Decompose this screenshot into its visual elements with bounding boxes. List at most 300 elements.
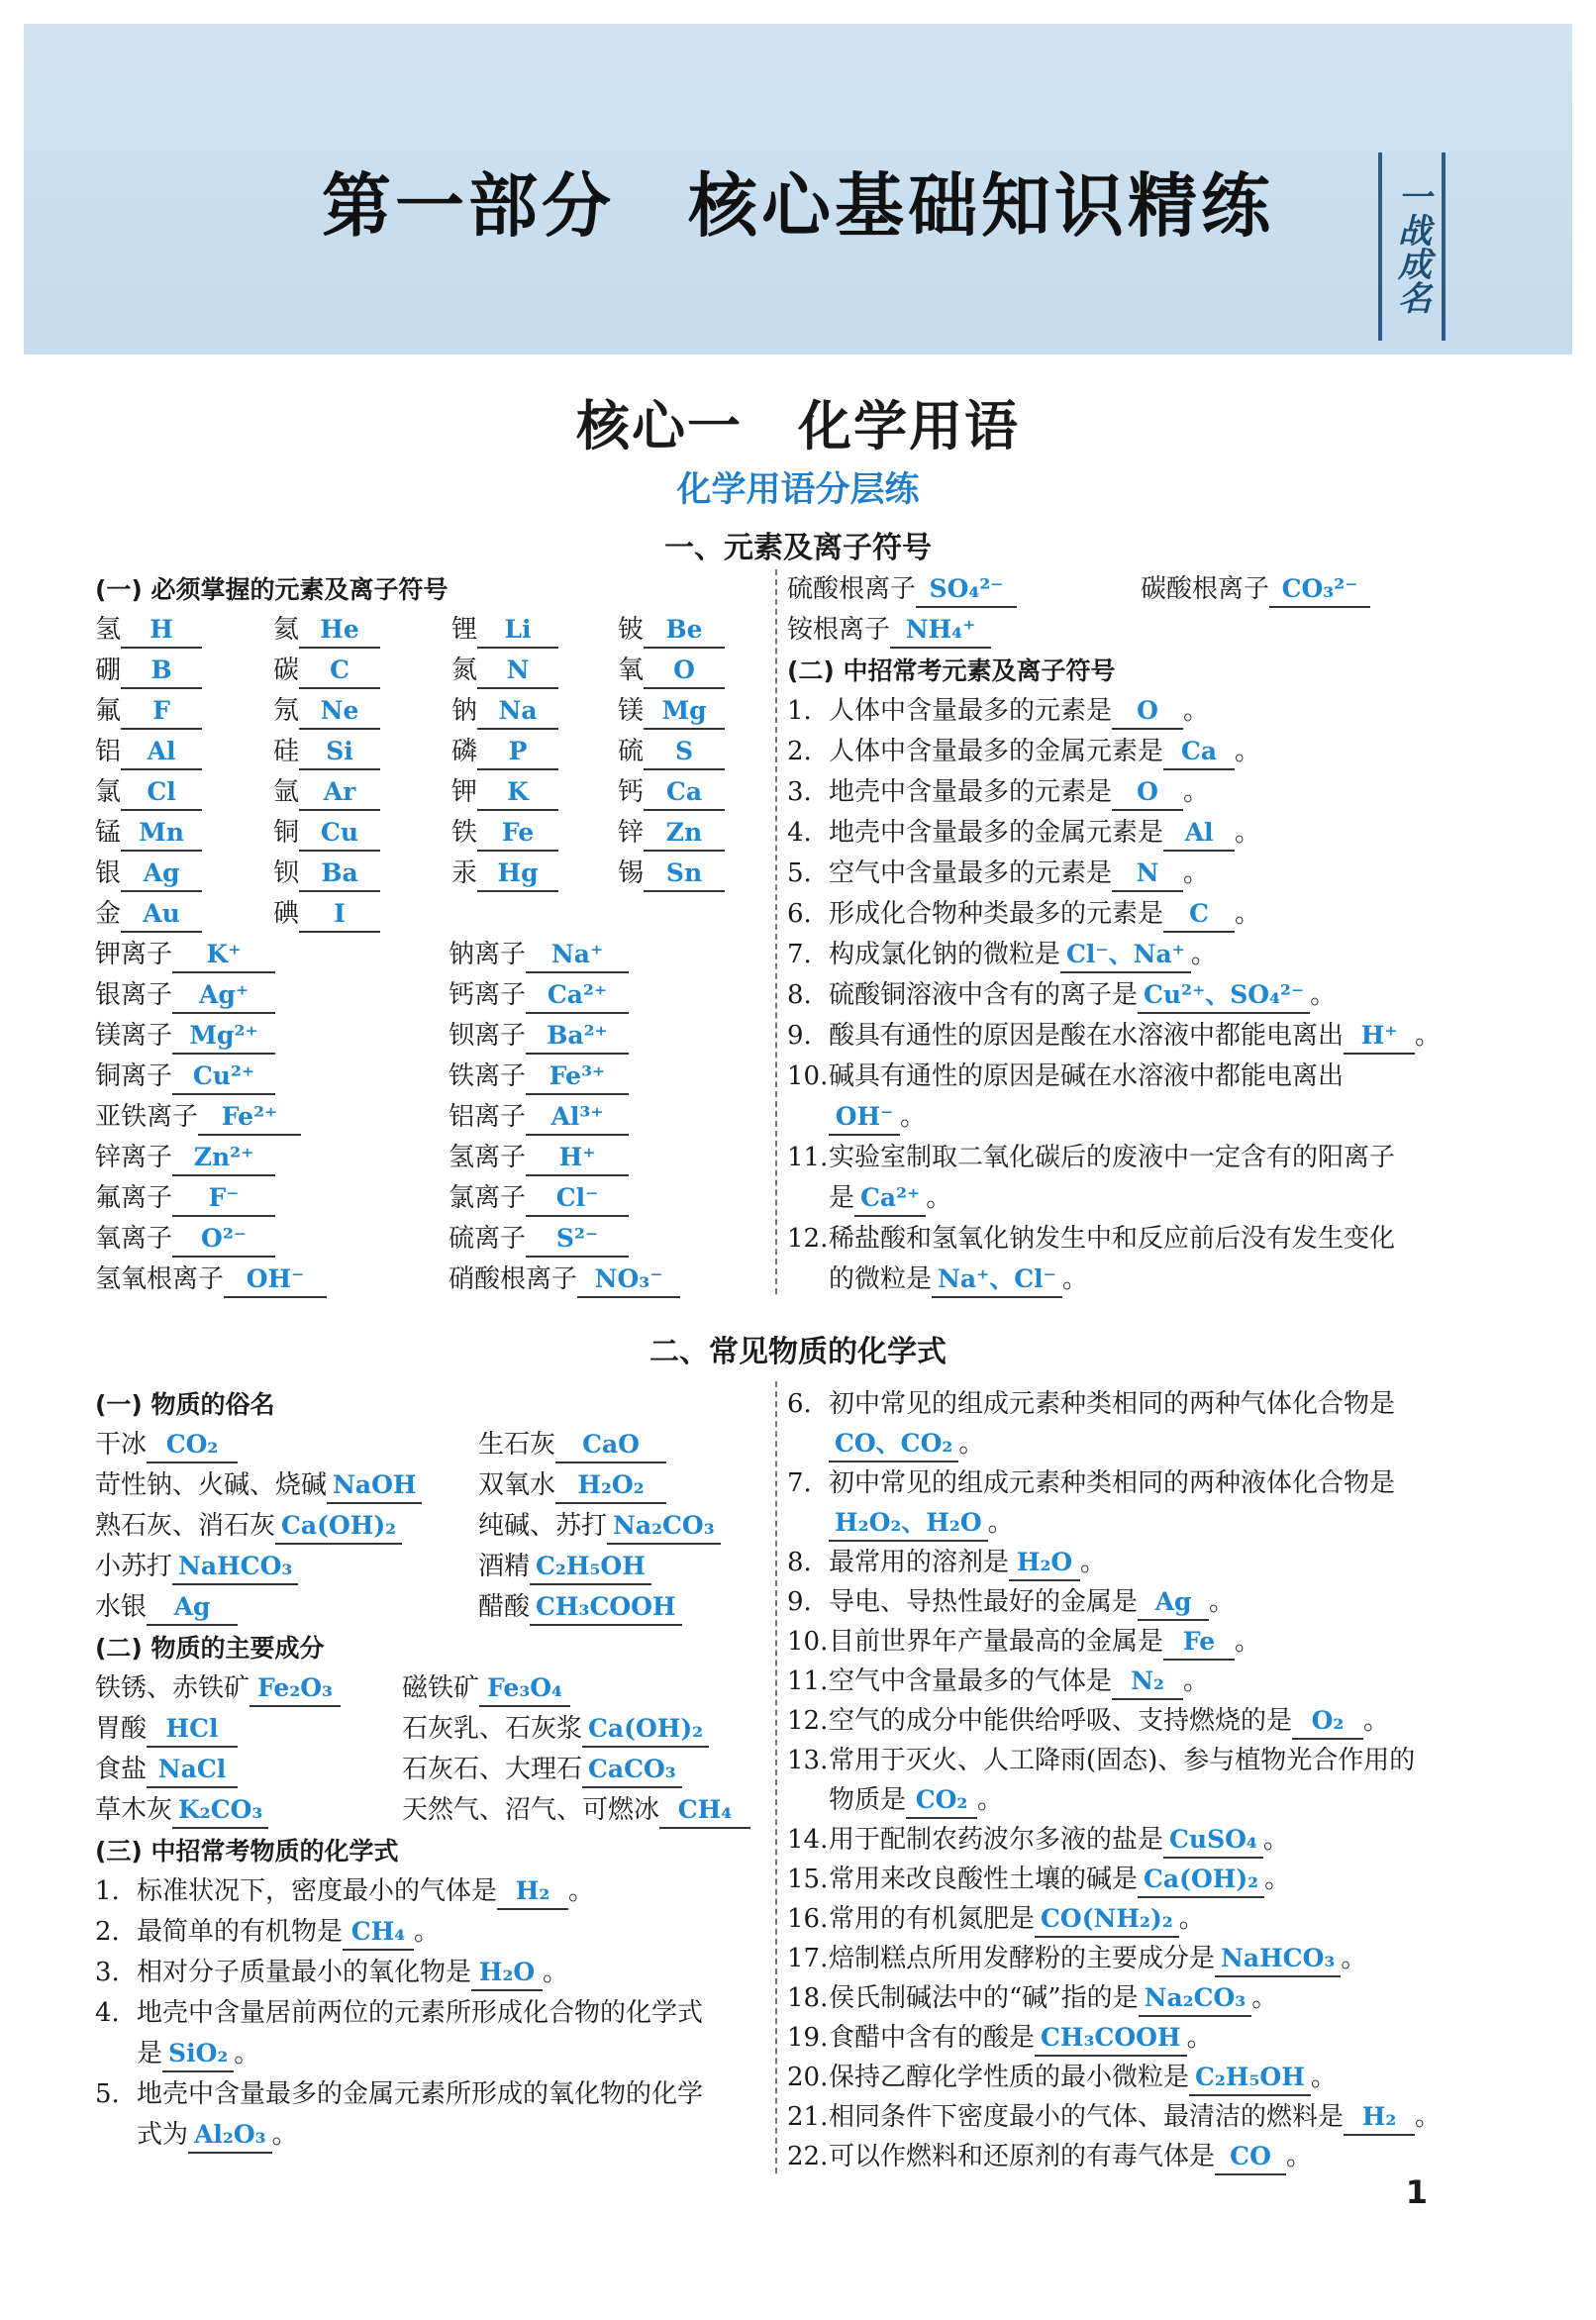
question-end: 。 <box>1186 2023 1213 2053</box>
item-label: 食盐 <box>95 1755 148 1784</box>
item-label: 硼 <box>95 656 122 685</box>
label-answer-pair <box>449 1178 765 1219</box>
answer-blank: Al₂O₃ <box>188 2118 272 2154</box>
answer-blank: H₂ <box>1344 2100 1415 2136</box>
question-number: 11. <box>787 1666 829 1696</box>
label-answer-pair <box>402 1750 778 1790</box>
answer-blank: Ag⁺ <box>172 978 275 1014</box>
question-end: 。 <box>1183 858 1210 888</box>
question-end: 。 <box>987 1508 1014 1538</box>
item-label: 锡 <box>618 858 645 888</box>
item-label: 铜离子 <box>95 1061 173 1091</box>
answer-blank: H₂ <box>497 1874 568 1910</box>
answer-blank: Cu²⁺ <box>172 1059 275 1095</box>
question-end: 。 <box>1183 696 1210 726</box>
answer-blank: Ar <box>299 775 380 811</box>
question-item <box>787 2137 1480 2176</box>
label-answer-pair <box>95 1506 478 1547</box>
label-answer-pair <box>451 691 618 732</box>
question-item <box>787 975 1480 1016</box>
item-label: 干冰 <box>95 1430 148 1460</box>
label-answer-pair <box>95 1178 449 1219</box>
pair-row <box>95 1219 768 1260</box>
answer-blank: Al³⁺ <box>526 1100 629 1136</box>
answer-blank: Be <box>644 613 725 649</box>
question-number: 9. <box>787 1587 812 1617</box>
item-label: 钠 <box>451 696 478 726</box>
question-text: 常用的有机氮肥是 <box>829 1904 1036 1934</box>
pair-row <box>95 1057 768 1097</box>
question-item <box>787 1543 1480 1582</box>
item-label: 铍 <box>618 615 645 645</box>
item-label: 氧 <box>618 656 645 685</box>
question-text: 目前世界年产量最高的金属是 <box>829 1627 1164 1657</box>
question-number: 6. <box>787 899 812 929</box>
pair-row <box>95 854 768 894</box>
question-end: 。 <box>926 1183 952 1213</box>
question-item <box>95 2074 768 2115</box>
answer-blank: OH⁻ <box>224 1262 327 1298</box>
question-continuation <box>787 1503 1480 1543</box>
pair-row <box>95 1506 768 1547</box>
pair-row <box>95 610 768 651</box>
answer-blank: H₂O₂ <box>555 1468 666 1504</box>
question-number: 7. <box>787 940 812 969</box>
question-item <box>787 1939 1480 1978</box>
label-answer-pair <box>95 975 449 1016</box>
pair-row <box>95 772 768 813</box>
item-label: 锌离子 <box>95 1143 173 1172</box>
question-number: 3. <box>95 1958 120 1987</box>
label-answer-pair <box>95 1668 402 1709</box>
answer-blank: CO <box>1215 2140 1286 2175</box>
question-text: 标准状况下，密度最小的气体是 <box>137 1876 498 1906</box>
answer-blank: Ba²⁺ <box>526 1019 629 1055</box>
item-label: 硅 <box>273 737 300 766</box>
question-item <box>787 1741 1480 1780</box>
label-answer-pair <box>273 651 451 691</box>
label-answer-pair <box>95 1750 402 1790</box>
question-end: 。 <box>1190 940 1217 969</box>
answer-blank: Ag <box>147 1590 238 1626</box>
question-item <box>787 772 1480 813</box>
answer-blank: F <box>121 694 202 730</box>
question-number: 1. <box>95 1876 120 1906</box>
question-item <box>787 691 1480 732</box>
item-label: 氯离子 <box>449 1183 527 1213</box>
item-label: 碳 <box>273 656 300 685</box>
label-answer-pair <box>451 732 618 772</box>
answer-blank: Zn²⁺ <box>172 1141 275 1176</box>
item-label: 酒精 <box>478 1552 531 1581</box>
question-number: 16. <box>787 1904 829 1934</box>
question-item <box>787 1978 1480 2018</box>
label-answer-pair <box>618 691 766 732</box>
label-answer-pair <box>787 610 1141 651</box>
item-label: 铁 <box>451 818 478 848</box>
question-end: 。 <box>1286 2142 1313 2171</box>
pair-row <box>95 1547 768 1587</box>
question-item <box>787 1622 1480 1662</box>
answer-blank: CO₂ <box>906 1783 977 1819</box>
question-item <box>787 854 1480 894</box>
item-label: 氖 <box>273 696 300 726</box>
question-item <box>787 1463 1480 1503</box>
item-label: 氩 <box>273 777 300 807</box>
label-answer-pair <box>273 894 451 935</box>
answer-blank: O <box>1112 694 1183 730</box>
section2-left-column <box>95 1384 768 2156</box>
question-end: 。 <box>1061 1264 1088 1294</box>
answer-blank: Cl <box>121 775 202 811</box>
answer-blank: C₂H₅OH <box>1189 2061 1311 2096</box>
subsection-heading: (一) 必须掌握的元素及离子符号 <box>95 575 449 604</box>
section2-right-column <box>787 1384 1480 2176</box>
pair-row <box>95 813 768 854</box>
answer-blank: C₂H₅OH <box>530 1550 651 1585</box>
label-answer-pair <box>95 1790 402 1831</box>
label-answer-pair <box>618 854 766 894</box>
question-continuation <box>95 2034 768 2074</box>
question-end: 。 <box>1310 2063 1337 2092</box>
answer-blank: C <box>299 654 380 689</box>
item-label: 硝酸根离子 <box>449 1264 578 1294</box>
section1-left-column <box>95 569 768 1300</box>
answer-blank: Ca <box>1163 735 1235 770</box>
question-end: 。 <box>900 1102 927 1132</box>
label-answer-pair <box>451 854 618 894</box>
answer-blank: Mg <box>644 694 725 730</box>
label-answer-pair <box>449 935 765 975</box>
answer-blank: Hg <box>477 857 558 892</box>
seal-logo <box>1378 152 1446 341</box>
answer-blank: NaCl <box>147 1753 238 1788</box>
item-label: 硫酸根离子 <box>787 574 917 604</box>
question-end: 。 <box>1178 1904 1205 1934</box>
item-label: 铁锈、赤铁矿 <box>95 1673 250 1703</box>
pair-row <box>95 732 768 772</box>
item-label: 金 <box>95 899 122 929</box>
item-label: 双氧水 <box>478 1470 556 1500</box>
pair-row <box>787 569 1480 610</box>
subsection-heading: (三) 中招常考物质的化学式 <box>95 1837 399 1866</box>
answer-blank: Ba <box>299 857 380 892</box>
item-label: 磷 <box>451 737 478 766</box>
question-item <box>787 1057 1480 1097</box>
question-text: 相同条件下密度最小的气体、最清洁的燃料是 <box>829 2102 1345 2132</box>
label-answer-pair <box>95 935 449 975</box>
answer-blank: CH₄ <box>343 1915 414 1951</box>
answer-blank: Ca(OH)₂ <box>582 1712 709 1748</box>
question-number: 15. <box>787 1865 829 1894</box>
question-item <box>787 2097 1480 2137</box>
question-item <box>95 1912 768 1953</box>
question-text: 地壳中含量最多的元素是 <box>829 777 1113 807</box>
question-item <box>787 1582 1480 1622</box>
answer-blank: Na <box>477 694 558 730</box>
question-end: 。 <box>1235 899 1261 929</box>
answer-blank: Fe <box>1163 1625 1235 1661</box>
question-end: 。 <box>1235 818 1261 848</box>
label-answer-pair <box>273 813 451 854</box>
question-text: 地壳中含量居前两位的元素所形成化合物的化学式 <box>137 1998 704 2028</box>
pair-row <box>95 1260 768 1300</box>
item-label: 钾 <box>451 777 478 807</box>
item-label: 钙 <box>618 777 645 807</box>
label-answer-pair <box>273 772 451 813</box>
answer-blank: Al <box>1163 816 1235 852</box>
answer-blank: K₂CO₃ <box>172 1793 268 1829</box>
question-end: 。 <box>1209 1587 1236 1617</box>
answer-blank: CaO <box>555 1428 666 1463</box>
question-end: 。 <box>271 2120 298 2150</box>
label-answer-pair <box>451 651 618 691</box>
item-label: 氢离子 <box>449 1143 527 1172</box>
item-label: 磁铁矿 <box>402 1673 480 1703</box>
pair-row <box>95 1750 768 1790</box>
pair-row <box>95 691 768 732</box>
answer-blank: K <box>477 775 558 811</box>
answer-blank: O <box>644 654 725 689</box>
question-text-cont: 是 <box>829 1183 855 1213</box>
pair-row <box>95 1587 768 1628</box>
label-answer-pair <box>787 569 1141 610</box>
label-answer-pair <box>478 1506 775 1547</box>
item-label: 氯 <box>95 777 122 807</box>
question-item <box>787 2018 1480 2058</box>
answer-blank: HCl <box>147 1712 238 1748</box>
pair-row <box>787 610 1480 651</box>
answer-blank: Na⁺、Cl⁻ <box>932 1262 1062 1298</box>
answer-blank: H⁺ <box>526 1141 629 1176</box>
label-answer-pair <box>451 813 618 854</box>
label-answer-pair <box>95 1425 478 1465</box>
item-label: 锂 <box>451 615 478 645</box>
label-answer-pair <box>95 1138 449 1178</box>
question-continuation <box>787 1424 1480 1463</box>
question-number: 8. <box>787 1548 812 1577</box>
question-item <box>787 1219 1480 1260</box>
answer-blank: Ca <box>644 775 725 811</box>
answer-blank: He <box>299 613 380 649</box>
question-item <box>95 1871 768 1912</box>
item-label: 胃酸 <box>95 1714 148 1744</box>
label-answer-pair <box>273 732 451 772</box>
answer-blank: Ag <box>1138 1585 1209 1621</box>
label-answer-pair <box>402 1668 778 1709</box>
seal-text: 一战成名 <box>1391 179 1432 314</box>
question-continuation <box>787 1178 1480 1219</box>
question-text: 人体中含量最多的元素是 <box>829 696 1113 726</box>
answer-blank: NaHCO₃ <box>172 1550 298 1585</box>
question-end: 。 <box>1310 980 1337 1010</box>
question-number: 19. <box>787 2023 829 2053</box>
question-item <box>787 1820 1480 1860</box>
answer-blank: CH₃COOH <box>530 1590 682 1626</box>
pair-row <box>95 1790 768 1831</box>
section1-title: 一、元素及离子符号 <box>664 531 932 565</box>
label-answer-pair <box>95 1709 402 1750</box>
answer-blank: Na₂CO₃ <box>607 1509 721 1545</box>
question-text: 焙制糕点所用发酵粉的主要成分是 <box>829 1944 1216 1973</box>
answer-blank: B <box>121 654 202 689</box>
question-text: 常用来改良酸性土壤的碱是 <box>829 1865 1139 1894</box>
pair-row <box>95 1465 768 1506</box>
label-answer-pair <box>273 691 451 732</box>
answer-blank: P <box>477 735 558 770</box>
question-text: 形成化合物种类最多的元素是 <box>829 899 1164 929</box>
item-label: 草木灰 <box>95 1795 173 1825</box>
item-label: 天然气、沼气、可燃冰 <box>402 1795 660 1825</box>
question-end: 。 <box>543 1958 569 1987</box>
question-item <box>787 1701 1480 1741</box>
question-text: 酸具有通性的原因是酸在水溶液中都能电离出 <box>829 1021 1345 1051</box>
question-text-cont: 是 <box>137 2039 163 2068</box>
question-text: 硫酸铜溶液中含有的离子是 <box>829 980 1139 1010</box>
answer-blank: CO、CO₂ <box>829 1427 958 1463</box>
item-label: 石灰乳、石灰浆 <box>402 1714 583 1744</box>
item-label: 石灰石、大理石 <box>402 1755 583 1784</box>
question-end: 。 <box>1183 1666 1210 1696</box>
question-text: 最常用的溶剂是 <box>829 1548 1010 1577</box>
answer-blank: CO₃²⁻ <box>1269 572 1370 608</box>
question-number: 9. <box>787 1021 812 1051</box>
answer-blank: CO₂ <box>147 1428 238 1463</box>
answer-blank: S²⁻ <box>526 1222 629 1258</box>
question-text: 导电、导热性最好的金属是 <box>829 1587 1139 1617</box>
question-number: 12. <box>787 1224 829 1254</box>
label-answer-pair <box>95 732 273 772</box>
pair-row <box>95 1016 768 1057</box>
question-number: 4. <box>787 818 812 848</box>
question-text: 碱具有通性的原因是碱在水溶液中都能电离出 <box>829 1061 1345 1091</box>
label-answer-pair <box>273 610 451 651</box>
label-answer-pair <box>95 1057 449 1097</box>
label-answer-pair <box>449 1138 765 1178</box>
item-label: 银 <box>95 858 122 888</box>
answer-blank: CO(NH₂)₂ <box>1035 1902 1179 1938</box>
answer-blank: Ca(OH)₂ <box>1138 1863 1264 1898</box>
item-label: 氢 <box>95 615 122 645</box>
label-answer-pair <box>618 813 766 854</box>
item-label: 氮 <box>451 656 478 685</box>
label-answer-pair <box>478 1425 775 1465</box>
label-answer-pair <box>478 1587 775 1628</box>
question-continuation <box>787 1097 1480 1138</box>
label-answer-pair <box>95 1016 449 1057</box>
label-answer-pair <box>451 772 618 813</box>
item-label: 铵根离子 <box>787 615 891 645</box>
question-text: 相对分子质量最小的氧化物是 <box>137 1958 472 1987</box>
label-answer-pair <box>95 1219 449 1260</box>
label-answer-pair <box>618 651 766 691</box>
question-end: 。 <box>977 1785 1004 1815</box>
sub-title: 化学用语分层练 <box>676 470 920 510</box>
question-number: 4. <box>95 1998 120 2028</box>
item-label: 硫离子 <box>449 1224 527 1254</box>
question-item <box>787 732 1480 772</box>
question-continuation <box>787 1260 1480 1300</box>
label-answer-pair <box>95 813 273 854</box>
label-answer-pair <box>449 1016 765 1057</box>
item-label: 氟 <box>95 696 122 726</box>
item-label: 氟离子 <box>95 1183 173 1213</box>
answer-blank: OH⁻ <box>829 1100 900 1136</box>
question-end: 。 <box>958 1429 985 1459</box>
answer-blank: Al <box>121 735 202 770</box>
item-label: 醋酸 <box>478 1592 531 1622</box>
question-number: 3. <box>787 777 812 807</box>
answer-blank: Sn <box>644 857 725 892</box>
answer-blank: O²⁻ <box>172 1222 275 1258</box>
question-item <box>787 2058 1480 2097</box>
label-answer-pair <box>95 1547 478 1587</box>
item-label: 水银 <box>95 1592 148 1622</box>
section1-right-column <box>787 569 1480 1300</box>
item-label: 氧离子 <box>95 1224 173 1254</box>
item-label: 铜 <box>273 818 300 848</box>
answer-blank: Ne <box>299 694 380 730</box>
answer-blank: H₂O <box>471 1956 543 1991</box>
part-banner <box>24 24 1572 354</box>
label-answer-pair <box>402 1709 778 1750</box>
question-text: 初中常见的组成元素种类相同的两种气体化合物是 <box>829 1389 1396 1419</box>
item-label: 硫 <box>618 737 645 766</box>
answer-blank: O₂ <box>1292 1704 1363 1740</box>
question-continuation <box>95 2115 768 2156</box>
pair-row <box>95 975 768 1016</box>
question-end: 。 <box>1264 1865 1291 1894</box>
item-label: 钾离子 <box>95 940 173 969</box>
label-answer-pair <box>273 854 451 894</box>
item-label: 小苏打 <box>95 1552 173 1581</box>
answer-blank: Ca²⁺ <box>526 978 629 1014</box>
item-label: 汞 <box>451 858 478 888</box>
answer-blank: Cu²⁺、SO₄²⁻ <box>1138 978 1310 1014</box>
answer-blank: Mn <box>121 816 202 852</box>
label-answer-pair <box>95 1465 478 1506</box>
label-answer-pair <box>449 1057 765 1097</box>
question-number: 22. <box>787 2142 829 2171</box>
question-text: 食醋中含有的酸是 <box>829 2023 1036 2053</box>
question-item <box>787 1384 1480 1424</box>
label-answer-pair <box>449 975 765 1016</box>
label-answer-pair <box>95 894 273 935</box>
question-text: 构成氯化钠的微粒是 <box>829 940 1061 969</box>
item-label: 锰 <box>95 818 122 848</box>
question-number: 2. <box>95 1917 120 1947</box>
answer-blank: Cl⁻、Na⁺ <box>1060 938 1191 973</box>
item-label: 苛性钠、火碱、烧碱 <box>95 1470 328 1500</box>
answer-blank: H⁺ <box>1344 1019 1415 1055</box>
question-item <box>787 935 1480 975</box>
label-answer-pair <box>95 610 273 651</box>
question-text: 初中常见的组成元素种类相同的两种液体化合物是 <box>829 1468 1396 1498</box>
item-label: 钡 <box>273 858 300 888</box>
question-number: 18. <box>787 1983 829 2013</box>
label-answer-pair <box>95 1587 478 1628</box>
item-label: 锌 <box>618 818 645 848</box>
column-divider-1 <box>775 569 777 1294</box>
answer-blank: N <box>477 654 558 689</box>
answer-blank: O <box>1112 775 1183 811</box>
label-answer-pair <box>402 1790 778 1831</box>
answer-blank: NH₄⁺ <box>890 613 991 649</box>
question-text-cont: 式为 <box>137 2120 189 2150</box>
question-end: 。 <box>1363 1706 1390 1736</box>
item-label: 钡离子 <box>449 1021 527 1051</box>
answer-blank: K⁺ <box>172 938 275 973</box>
